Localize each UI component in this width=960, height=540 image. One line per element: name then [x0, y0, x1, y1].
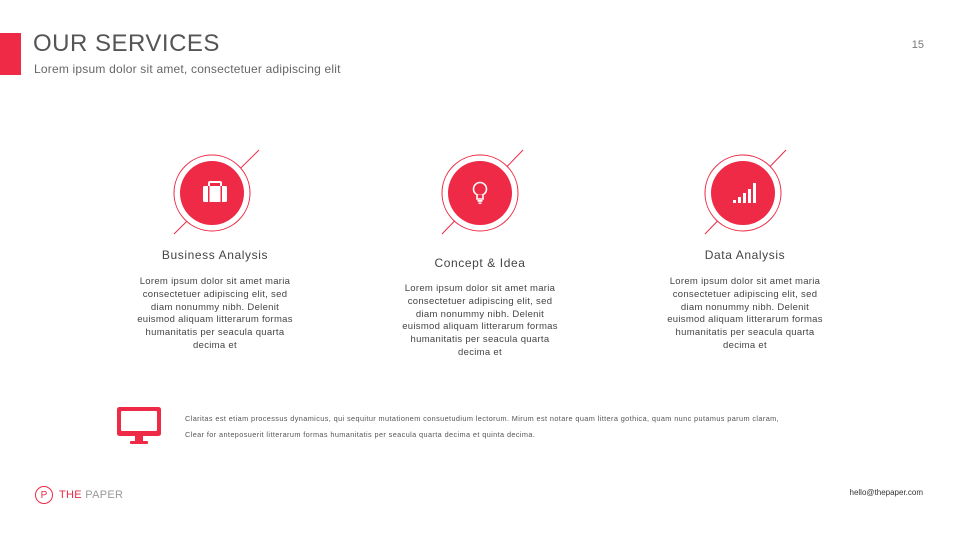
logo-text — [59, 489, 123, 501]
description-line: humanitatis per seacula quarta — [410, 334, 550, 346]
slide-subtitle: Lorem ipsum dolor sit amet, consectetuer adipiscing elit — [34, 62, 341, 76]
description-line: consectetuer adipiscing elit, sed — [672, 288, 818, 300]
logo-text-the: THE — [59, 489, 86, 501]
service-description-business-analysis — [125, 276, 305, 353]
service-title-data-analysis: Data Analysis — [704, 248, 786, 262]
logo-text-paper: PAPER — [85, 489, 124, 501]
service-description-data-analysis — [655, 276, 835, 353]
description-line: euismod aliquam litterarum formas — [402, 321, 558, 333]
description-line: diam nonummy nibh. Delenit — [415, 308, 545, 320]
service-icon-business-analysis — [164, 146, 264, 246]
note-line-1: Claritas est etiam processus dynamicus, qui sequitur mutationem consuetudium lectorum. Mirum est notare quam littera gothica, quam nunc putamus parum claram, — [185, 414, 780, 423]
note-line-2: Clear for anteposuerit litterarum formas humanitatis per seacula quarta decima et quinta decima. — [185, 430, 536, 439]
service-title-business-analysis: Business Analysis — [161, 248, 269, 262]
title-accent-bar — [0, 33, 21, 75]
service-icon-concept-idea — [432, 146, 532, 246]
description-line: euismod aliquam litterarum formas — [137, 314, 293, 326]
description-line: euismod aliquam litterarum formas — [667, 314, 823, 326]
description-line: consectetuer adipiscing elit, sed — [142, 288, 288, 300]
briefcase-icon — [164, 146, 264, 246]
contact-email: hello@thepaper.com — [849, 488, 923, 497]
service-description-concept-idea — [390, 283, 570, 360]
page-number: 15 — [911, 39, 924, 51]
description-line: decima et — [723, 339, 767, 351]
description-line: Lorem ipsum dolor sit amet maria — [669, 276, 821, 287]
description-line: Lorem ipsum dolor sit amet maria — [404, 283, 556, 294]
description-line: Lorem ipsum dolor sit amet maria — [139, 276, 291, 287]
description-line: diam nonummy nibh. Delenit — [680, 301, 810, 313]
logo-mark: P — [35, 486, 53, 504]
description-line: humanitatis per seacula quarta — [675, 327, 815, 339]
service-title-concept-idea: Concept & Idea — [434, 256, 526, 270]
description-line: decima et — [193, 339, 237, 351]
logo — [35, 486, 123, 504]
description-line: humanitatis per seacula quarta — [145, 327, 285, 339]
service-icon-data-analysis — [695, 146, 795, 246]
lightbulb-icon — [432, 146, 532, 246]
description-line: decima et — [458, 346, 502, 358]
slide-title: OUR SERVICES — [33, 30, 220, 57]
description-line: consectetuer adipiscing elit, sed — [407, 295, 553, 307]
monitor-icon — [116, 406, 164, 451]
bar-chart-icon — [695, 146, 795, 246]
description-line: diam nonummy nibh. Delenit — [150, 301, 280, 313]
